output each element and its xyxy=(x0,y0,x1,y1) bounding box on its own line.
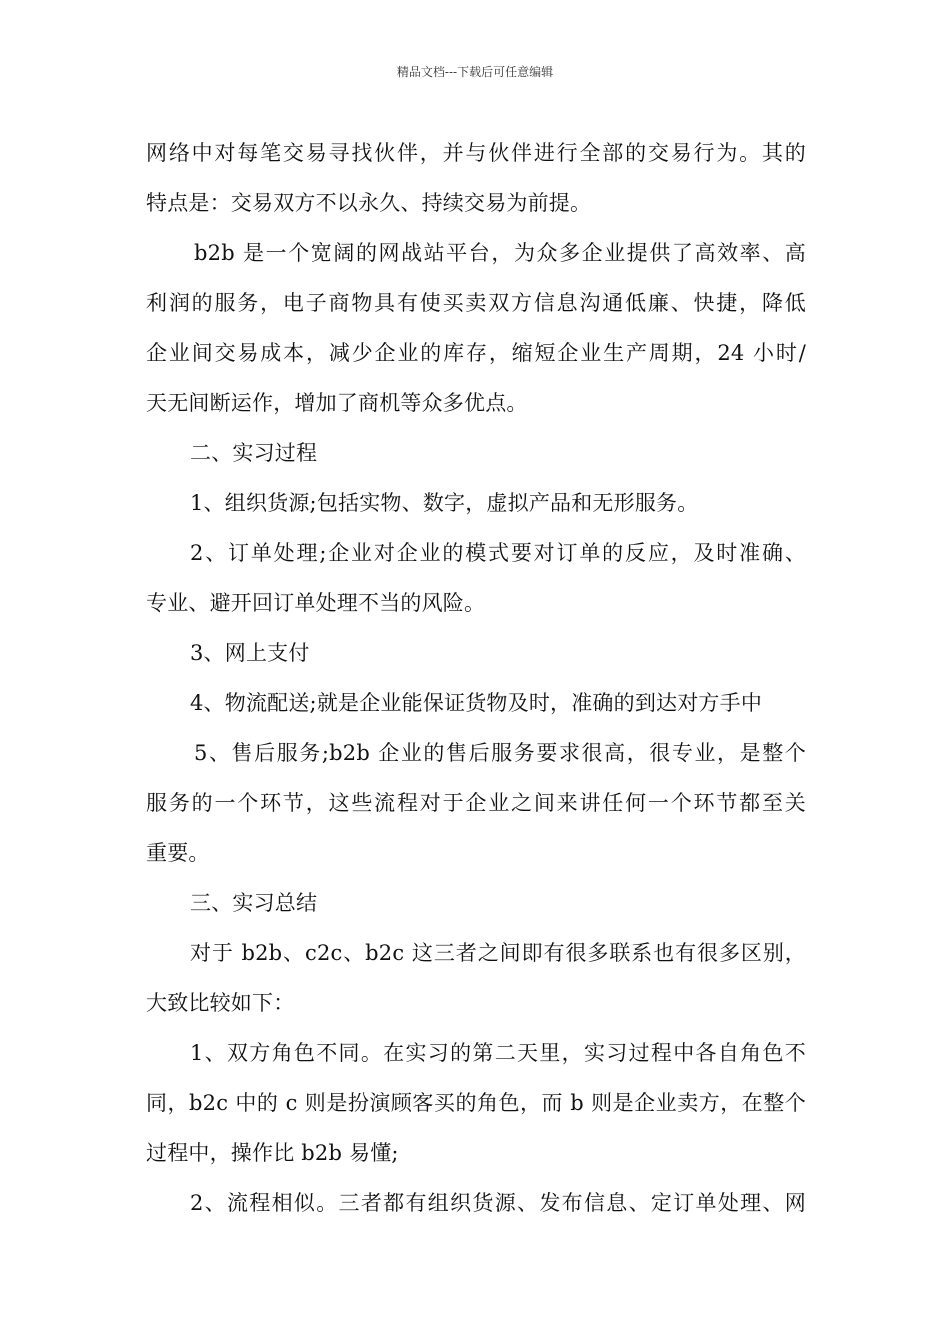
text-line: 对于 b2b、c2c、b2c 这三者之间即有很多联系也有很多区别， xyxy=(190,941,806,965)
text-line: 天无间断运作，增加了商机等众多优点。 xyxy=(146,391,528,415)
text-line: 服务的一个环节，这些流程对于企业之间来讲任何一个环节都至关 xyxy=(146,791,806,815)
text-line: 大致比较如下： xyxy=(146,991,295,1015)
text-line: 同，b2c 中的 c 则是扮演顾客买的角色，而 b 则是企业卖方，在整个 xyxy=(146,1091,806,1115)
text-line: 1、组织货源;包括实物、数字，虚拟产品和无形服务。 xyxy=(190,491,699,515)
page-header: 精品文档---下载后可任意编辑 xyxy=(396,65,554,79)
text-line: b2b 是一个宽阔的网战站平台，为众多企业提供了高效率、高 xyxy=(194,241,806,265)
text-line: 专业、避开回订单处理不当的风险。 xyxy=(146,591,486,615)
text-line: 企业间交易成本，减少企业的库存，缩短企业生产周期，24 小时/ xyxy=(146,341,806,365)
text-line: 2、流程相似。三者都有组织货源、发布信息、定订单处理、网 xyxy=(190,1191,806,1215)
text-line: 5、售后服务;b2b 企业的售后服务要求很高，很专业，是整个 xyxy=(194,741,806,765)
text-line: 过程中，操作比 b2b 易懂; xyxy=(146,1141,399,1165)
text-line: 1、双方角色不同。在实习的第二天里，实习过程中各自角色不 xyxy=(190,1041,806,1065)
text-line: 4、物流配送;就是企业能保证货物及时，准确的到达对方手中 xyxy=(190,691,763,715)
text-line: 特点是：交易双方不以永久、持续交易为前提。 xyxy=(146,191,592,215)
section-heading: 二、实习过程 xyxy=(190,441,318,465)
text-line: 重要。 xyxy=(146,841,210,865)
text-line: 3、网上支付 xyxy=(190,641,310,665)
document-body xyxy=(146,128,806,1228)
text-line: 2、订单处理;企业对企业的模式要对订单的反应，及时准确、 xyxy=(190,541,806,565)
text-line: 利润的服务，电子商物具有使买卖双方信息沟通低廉、快捷，降低 xyxy=(146,291,806,315)
section-heading: 三、实习总结 xyxy=(190,891,318,915)
text-line: 网络中对每笔交易寻找伙伴，并与伙伴进行全部的交易行为。其的 xyxy=(146,141,806,165)
